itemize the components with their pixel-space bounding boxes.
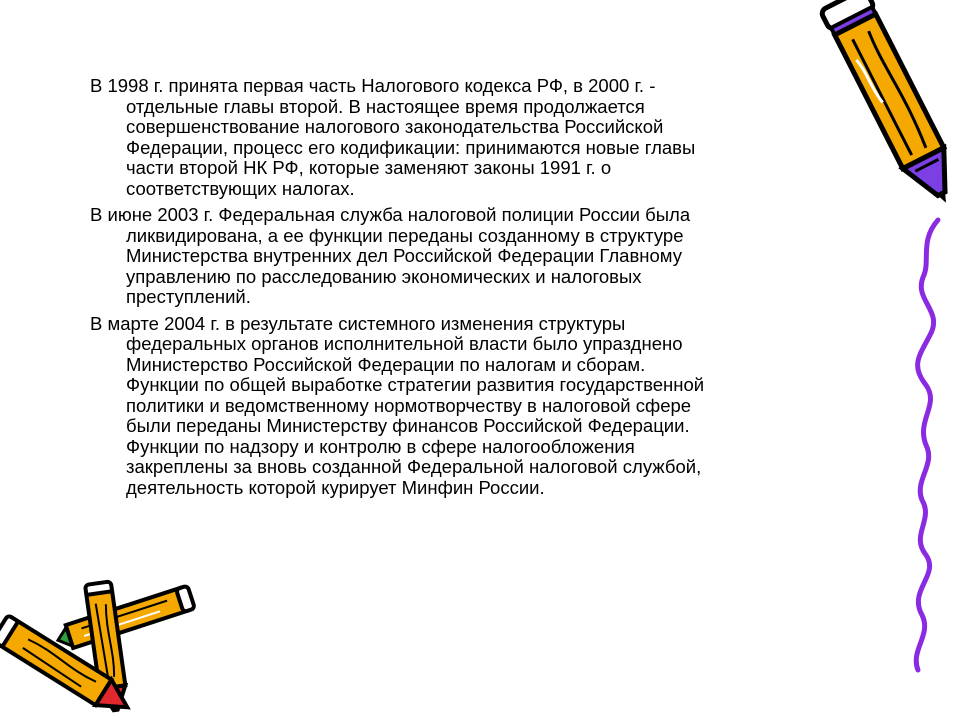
crossed-pencils-icon [0, 575, 200, 720]
paragraph-2003-tax-police: В июне 2003 г. Федеральная служба налоговой полиции России была ликвидирована, а ее функции переданы созданному в структуре Министерства внутренних дел Российской Федерации Главному управлению по расследованию экономических и налоговых преступлений. [90, 204, 691, 307]
wavy-line [900, 215, 960, 675]
paragraph-2004-ministry: В марте 2004 г. в результате системного изменения структуры федеральных органов исполнительной власти было упразднено Министерство Российской Федерации по налогам и сборам. Функции по общей выработке стратегии развития государственной политики и ведомственному нормотворчеству в налоговой сфере были переданы Министерству финансов Российской Федерации. Функции по надзору и контролю в сфере налогообложения закреплены за вновь созданной Федеральной налоговой службой, деятельность которой курирует Минфин России. [90, 312, 705, 498]
paragraph-1998-tax-code: В 1998 г. принята первая часть Налогового кодекса РФ, в 2000 г. - отдельные главы второй. В настоящее время продолжается совершенствование налогового законодательства Российской Федерации, процесс его кодификации: принимаются новые главы части второй НК РФ, которые заменяют законы 1991 г. о соответствующих налогах. [90, 75, 696, 199]
slide-body [90, 76, 800, 504]
pencil-icon [770, 0, 960, 230]
